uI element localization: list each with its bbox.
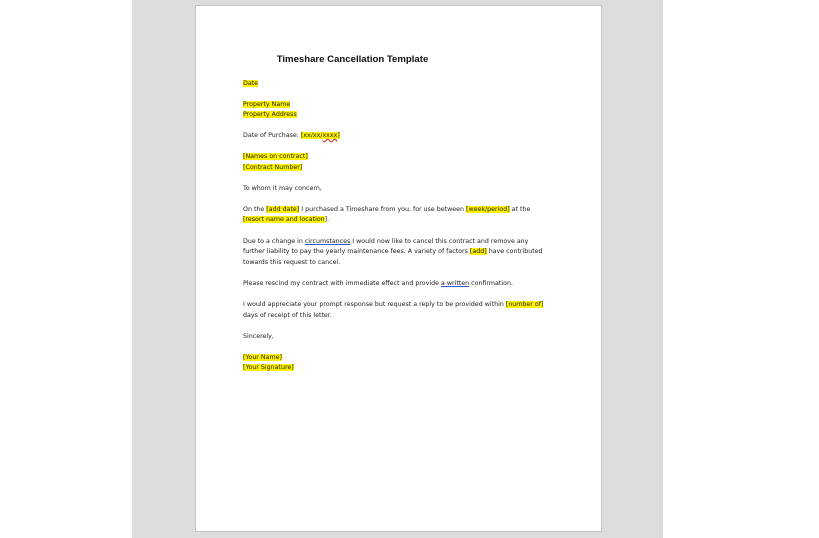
property-address-line: [243, 110, 297, 120]
text-span: further liability to pay the yearly maintenance fees. A variety of factors: [243, 248, 470, 255]
document-page: [195, 5, 602, 532]
text-span: On the: [243, 206, 267, 213]
names-on-contract-placeholder: [Names on contract]: [243, 153, 308, 160]
paragraph-2-line-2: [243, 247, 543, 257]
add-date-placeholder: [add date]: [266, 206, 300, 213]
contract-number-line: [243, 163, 302, 173]
number-of-placeholder: [number of]: [505, 301, 544, 308]
add-placeholder: [add]: [469, 248, 487, 255]
text-span: Please rescind my contract with immediate effect and provide: [243, 280, 441, 287]
purchase-date-year: xxxx: [322, 132, 338, 139]
paragraph-2-line-3: towards this request to cancel.: [243, 259, 341, 266]
contract-number-placeholder: [Contract Number]: [243, 164, 303, 171]
document-title: Timeshare Cancellation Template: [276, 54, 429, 65]
resort-placeholder: [resort name and location: [243, 216, 325, 223]
paragraph-1-line-1: [243, 205, 530, 215]
text-span: Due to a change in: [243, 238, 305, 245]
paragraph-4-line-1: [243, 300, 543, 310]
purchase-date-line: [243, 131, 340, 141]
paragraph-1-line-2: [243, 215, 329, 225]
your-signature-placeholder: [Your Signature]: [243, 364, 294, 371]
paragraph-3: [243, 279, 513, 289]
text-span: have contributed: [486, 248, 543, 255]
date-line: [243, 79, 258, 89]
greeting: To whom it may concern,: [243, 185, 322, 192]
purchase-label: Date of Purchase:: [243, 132, 301, 139]
circumstances-word: circumstances: [304, 238, 351, 245]
your-name-line: [243, 353, 282, 363]
property-name-placeholder: Property Name: [243, 101, 291, 108]
property-address-placeholder: Property Address: [243, 111, 297, 118]
purchase-date-close: ]: [337, 132, 340, 139]
your-name-placeholder: [Your Name]: [243, 354, 282, 361]
text-span: I would now like to cancel this contract and remove any: [350, 238, 529, 245]
paragraph-2-line-1: [243, 237, 528, 247]
text-span: ].: [324, 216, 330, 223]
text-span: at the: [509, 206, 531, 213]
text-span: I would appreciate your prompt response but request a reply to be provided within: [243, 301, 506, 308]
property-name-line: [243, 100, 290, 110]
paragraph-4-line-2: days of receipt of this letter.: [243, 312, 332, 319]
text-span: I purchased a Timeshare from you, for use between: [299, 206, 467, 213]
date-placeholder: Date: [243, 80, 259, 87]
week-period-placeholder: [week/period]: [466, 206, 510, 213]
names-on-contract-line: [243, 152, 308, 162]
purchase-date-placeholder: [301, 132, 340, 139]
text-span: confirmation.: [469, 280, 513, 287]
purchase-date-part: [xx/xx/: [300, 132, 323, 139]
closing: Sincerely,: [243, 333, 274, 340]
your-signature-line: [243, 363, 294, 373]
written-word: a written: [440, 280, 470, 287]
